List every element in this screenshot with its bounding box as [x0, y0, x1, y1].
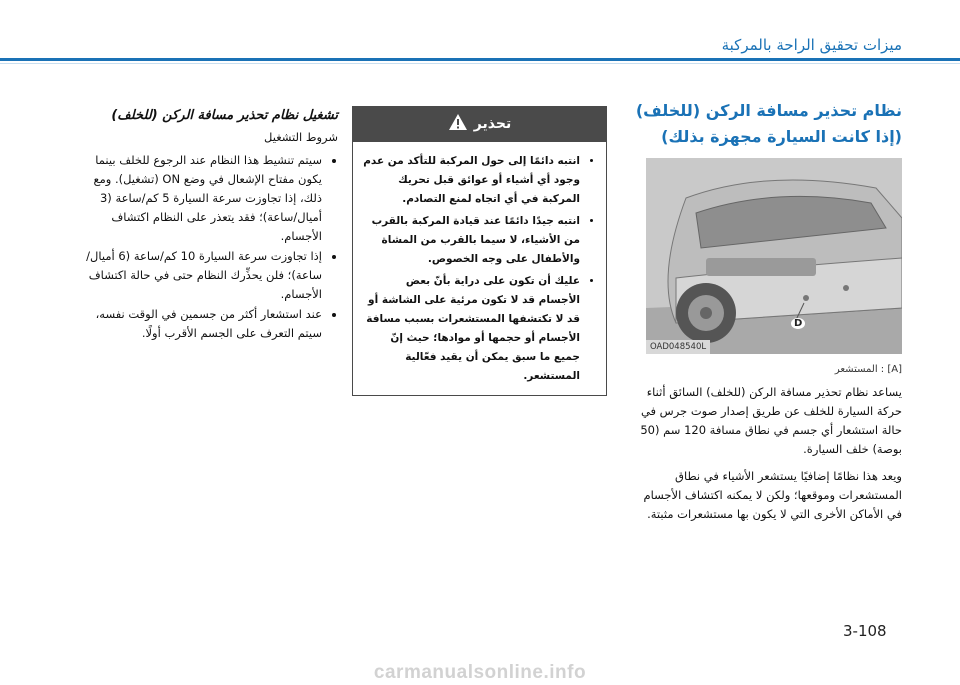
operating-list [76, 151, 338, 343]
warning-body [352, 142, 607, 396]
warning-box [352, 106, 607, 396]
figure-code: OAD048540L [646, 340, 710, 354]
operating-item: • إذا تجاوزت سرعة السيارة 10 كم/ساعة (6 أميال/ساعة)؛ فلن يحذِّرك النظام حتى في حالة اكتشاف الأجسام. [76, 247, 322, 304]
watermark: carmanualsonline.info [373, 662, 587, 683]
warning-header [352, 106, 607, 142]
warning-list [363, 152, 594, 386]
warning-triangle-icon [448, 113, 468, 135]
operating-item: • سيتم تنشيط هذا النظام عند الرجوع للخلف بينما يكون مفتاح الإشعال في وضع ON (تشغيل). ومع ذلك، إذا تجاوزت سرعة السيارة 5 كم/ساعة (3 أميال/ساعة)؛ فقد يتعذر على النظام اكتشاف الأجسام. [76, 151, 322, 246]
header-rule [0, 58, 960, 61]
operating-item: • عند استشعار أكثر من جسمين في الوقت نفسه، سيتم التعرف على الجسم الأقرب أولًا. [76, 305, 322, 343]
main-heading-line2: (إذا كانت السيارة مجهزة بذلك) [661, 127, 902, 146]
figure-caption: [A] : المستشعر [834, 364, 902, 375]
main-section [630, 98, 902, 524]
page-number: 3-108 [843, 622, 887, 640]
figure-callout-label: D [791, 318, 805, 329]
warning-item: • انتبه جيدًا دائمًا عند قيادة المركبة بالقرب من الأشياء، لا سيما بالقرب من المشاة والأطفال على وجه الخصوص. [363, 212, 580, 269]
body-paragraph-2: ويعد هذا نظامًا إضافيًا يستشعر الأشياء في نطاق المستشعرات وموقعها؛ ولكن لا يمكنه اكتشاف الأجسام في الأماكن الأخرى التي لا يكون بها مستشعرات مثبتة. [643, 469, 902, 521]
car-rear-illustration [646, 158, 902, 354]
rear-bumper-figure [646, 158, 902, 354]
page-header-title: ميزات تحقيق الراحة بالمركبة [721, 36, 902, 54]
operating-section [76, 106, 338, 344]
operating-heading: تشغيل نظام تحذير مسافة الركن (للخلف) [111, 108, 338, 123]
body-paragraph-1: يساعد نظام تحذير مسافة الركن (للخلف) السائق أثناء حركة السيارة للخلف عن طريق إصدار صوت جرس في حالة استشعار أي جسم في نطاق مسافة 120 سم (50 بوصة) خلف السيارة. [640, 385, 902, 456]
warning-item: • انتبه دائمًا إلى حول المركبة للتأكد من عدم وجود أي أشياء أو عوائق قبل تحريك المركبة في أي اتجاه لمنع التصادم. [363, 152, 580, 209]
header-rule-thin [0, 63, 960, 64]
operating-subheading: شروط التشغيل [264, 130, 338, 144]
main-heading-line1: نظام تحذير مسافة الركن (للخلف) [635, 101, 902, 120]
warning-title: تحذير [473, 116, 512, 132]
main-heading [630, 98, 902, 150]
warning-item: • عليك أن تكون على دراية بأنّ بعض الأجسام قد لا تكون مرئية على الشاشة أو قد لا تكتشفها المستشعرات بسبب مسافة الأجسام أو حجمها أو موادها؛ حيث إنّ جميع ما سبق يمكن أن يقيد فعّالية المستشعر. [363, 272, 580, 386]
